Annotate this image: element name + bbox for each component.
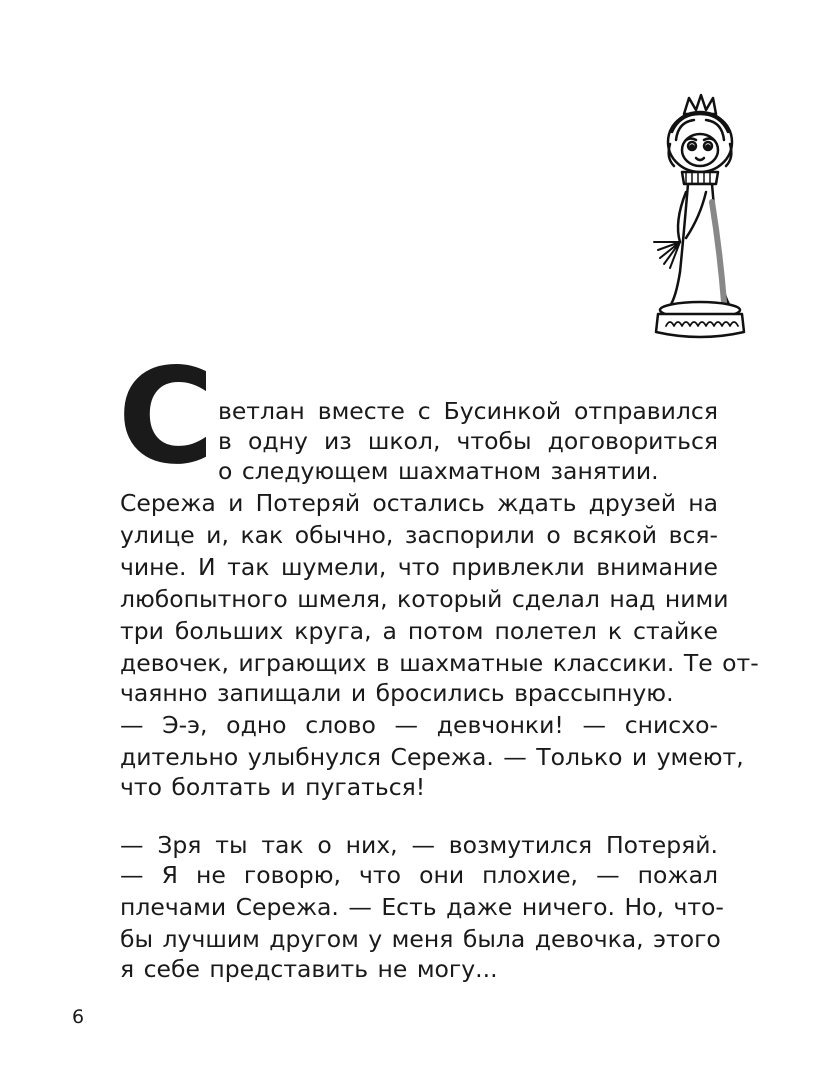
page-number: 6 bbox=[72, 1006, 85, 1028]
paragraph-line: плечами Сережа. — Есть даже ничего. Но, что- bbox=[120, 893, 724, 921]
drop-cap-letter: С bbox=[118, 350, 214, 474]
paragraph-line: девочек, играющих в шахматные классики. Те от- bbox=[120, 649, 759, 677]
paragraph-line: три больших круга, а потом полетел к стайке bbox=[120, 617, 718, 645]
paragraph-line: чаянно запищали и бросились врассыпную. bbox=[120, 679, 674, 707]
paragraph-line: дительно улыбнулся Сережа. — Только и умеют, bbox=[120, 743, 744, 771]
paragraph-line: — Я не говорю, что они плохие, — пожал bbox=[120, 861, 718, 889]
drop-cap bbox=[118, 350, 214, 474]
paragraph-line: ветлан вместе с Бусинкой отправился bbox=[218, 397, 718, 425]
paragraph-line: о следующем шахматном занятии. bbox=[218, 457, 659, 485]
paragraph-line: что болтать и пугаться! bbox=[120, 773, 426, 801]
chess-queen-character-icon bbox=[654, 95, 744, 337]
paragraph-line: в одну из школ, чтобы договориться bbox=[218, 427, 718, 455]
paragraph-line: Сережа и Потеряй остались ждать друзей на bbox=[120, 489, 718, 517]
paragraph-line: — Зря ты так о них, — возмутился Потеряй. bbox=[120, 831, 718, 859]
paragraph-line: любопытного шмеля, который сделал над ними bbox=[120, 585, 729, 613]
paragraph-line: бы лучшим другом у меня была девочка, этого bbox=[120, 925, 721, 953]
paragraph-line: я себе представить не могу... bbox=[120, 955, 498, 983]
chess-queen-illustration bbox=[640, 92, 762, 344]
paragraph-line: — Э-э, одно слово — девчонки! — снисхо- bbox=[120, 711, 718, 739]
paragraph-line: улице и, как обычно, заспорили о всякой вся- bbox=[120, 521, 718, 549]
paragraph-line: чине. И так шумели, что привлекли внимание bbox=[120, 553, 718, 581]
